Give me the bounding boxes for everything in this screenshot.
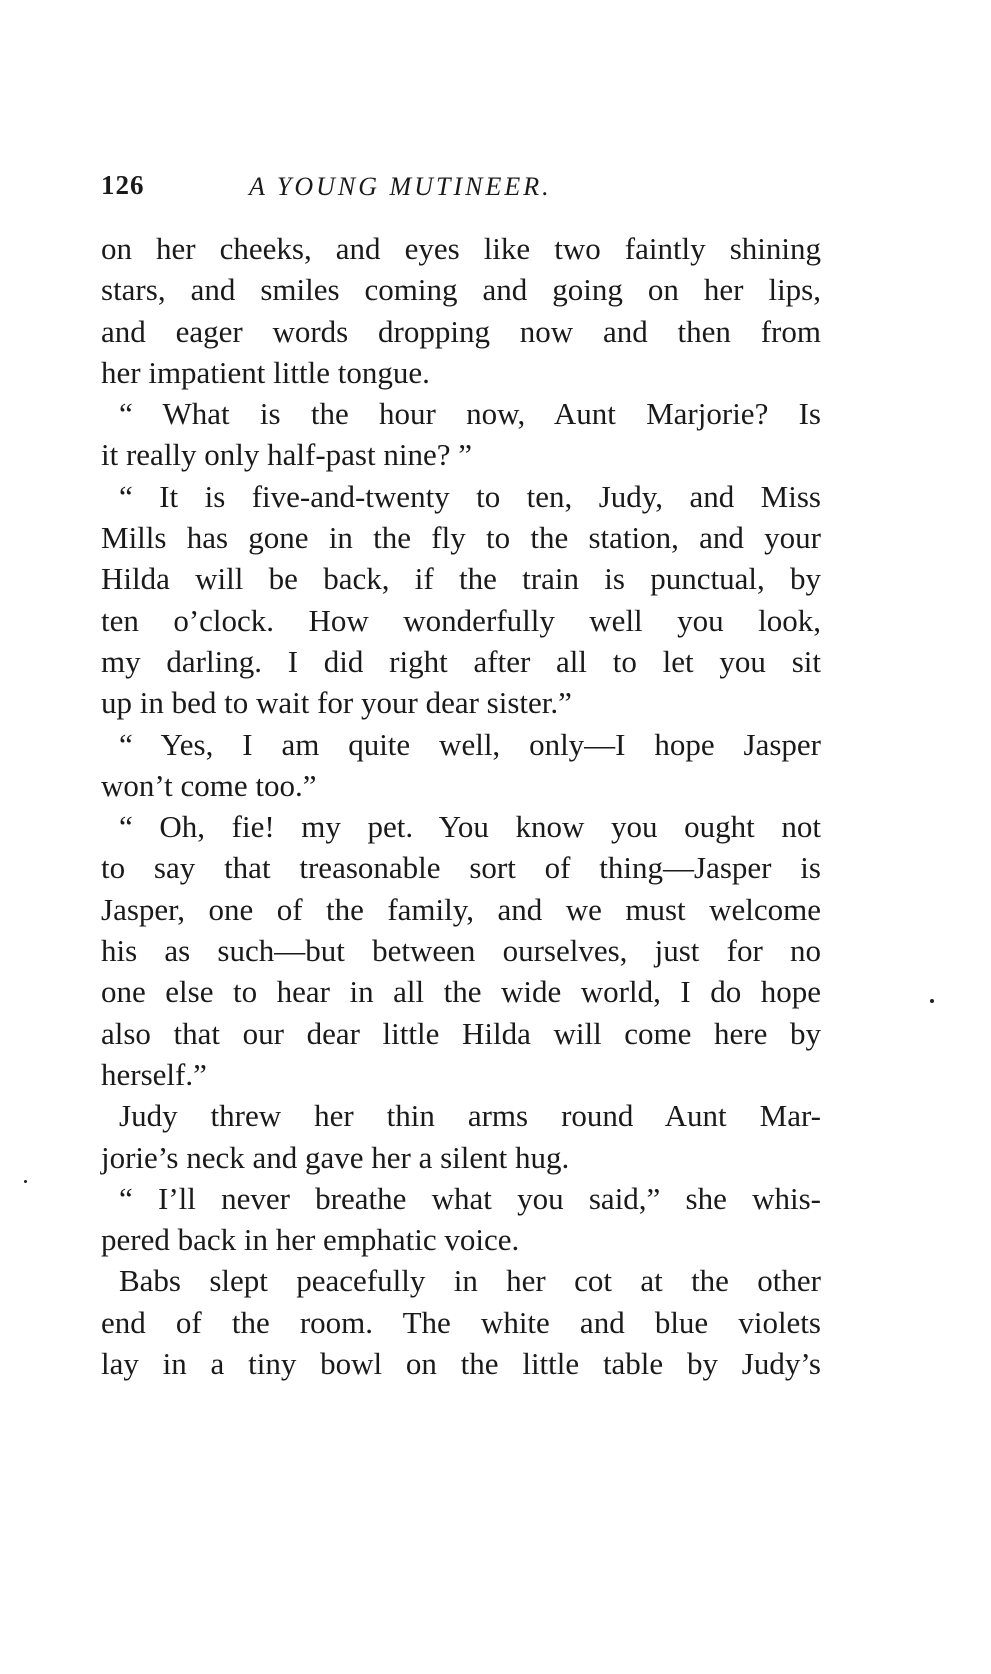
text-line: her impatient little tongue. [101, 354, 430, 390]
text-line: Hilda will be back, if the train is punctual, by [101, 561, 821, 597]
text-line: “ Yes, I am quite well, only—I hope Jasper [119, 726, 821, 762]
text-line: Judy threw her thin arms round Aunt Mar- [119, 1098, 821, 1134]
text-line: jorie’s neck and gave her a silent hug. [101, 1139, 570, 1175]
text-line: to say that treasonable sort of thing—Jasper is [101, 850, 821, 886]
text-line: stars, and smiles coming and going on her lips, [101, 272, 821, 308]
ink-speck [24, 1180, 27, 1183]
text-line: on her cheeks, and eyes like two faintly shining [101, 231, 821, 266]
text-line: also that our dear little Hilda will come here by [101, 1015, 821, 1051]
body-text [101, 228, 821, 1384]
text-line: lay in a tiny bowl on the little table by Judy’s [101, 1346, 821, 1382]
text-line: my darling. I did right after all to let you sit [101, 643, 821, 679]
text-line: Jasper, one of the family, and we must welcome [101, 891, 821, 927]
text-line: it really only half-past nine? ” [101, 437, 473, 473]
text-line: “ I’ll never breathe what you said,” she whis- [119, 1180, 821, 1216]
text-line: pered back in her emphatic voice. [101, 1222, 520, 1258]
page-number: 126 [101, 170, 145, 200]
text-line: herself.” [101, 1056, 207, 1092]
text-line: “ What is the hour now, Aunt Marjorie? Is [119, 396, 821, 432]
ink-speck [930, 999, 934, 1003]
text-line: ten o’clock. How wonderfully well you look, [101, 602, 821, 638]
text-line: one else to hear in all the wide world, I do hope [101, 974, 821, 1010]
text-line: “ It is five-and-twenty to ten, Judy, and Miss [119, 478, 821, 514]
text-line: “ Oh, fie! my pet. You know you ought not [119, 809, 821, 845]
text-line: and eager words dropping now and then from [101, 313, 821, 349]
text-line: up in bed to wait for your dear sister.” [101, 685, 572, 721]
text-line: his as such—but between ourselves, just for no [101, 933, 821, 969]
text-line: won’t come too.” [101, 767, 317, 803]
text-line: end of the room. The white and blue violets [101, 1304, 821, 1340]
text-line: Babs slept peacefully in her cot at the other [119, 1263, 821, 1299]
text-line: Mills has gone in the fly to the station, and your [101, 520, 821, 556]
running-title: A YOUNG MUTINEER. [249, 172, 552, 201]
running-head [101, 170, 871, 210]
